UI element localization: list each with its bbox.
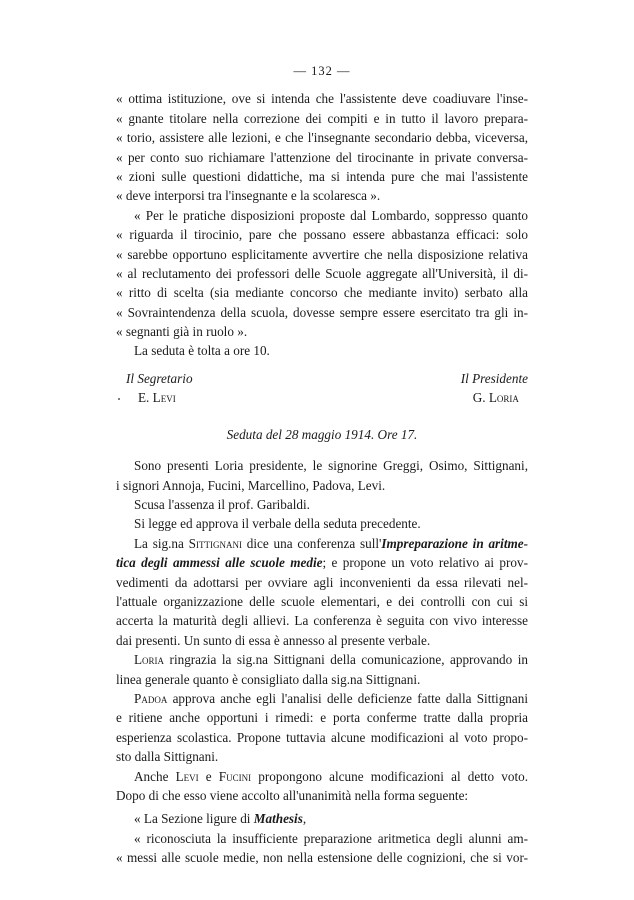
text-line: « ottima istituzione, ove si intenda che l'assistente deve coadiuvare l'inse- [116,91,528,107]
minutes-line: Si legge ed approva il verbale della seduta precedente. [134,516,421,532]
closing-line: La seduta è tolta a ore 10. [134,343,270,359]
speaker-name: Levi [175,768,199,784]
text-line: « zioni sulle questioni didattiche, ma si intenda pure che mai l'assistente [116,168,528,184]
text-line: « torio, assistere alle lezioni, e che l'insegnante secondario debba, viceversa, [116,130,528,146]
text-line: dai presenti. Un sunto di essa è annesso al presente verbale. [116,632,431,648]
text-run: , [302,811,307,827]
text-line [116,689,528,708]
text-run: ringrazia la sig.na Sittignani della comunicazione, approvando in [164,652,528,668]
quoted-paragraph-1 [116,89,528,205]
resolution-text [116,809,528,867]
secretary-name: E. Levi [138,389,176,405]
speaker-name: Sittignani [188,535,242,551]
text-run: approva anche egli l'analisi delle deficienze fatte dalla Sittignani [167,690,528,706]
text-line: « ritto di scelta (sia mediante concorso che mediante invito) serbato alla [116,285,528,301]
president-title: Il Presidente [460,370,528,386]
document-page [116,62,528,867]
quoted-paragraph-2 [116,206,528,342]
text-line: « per conto suo richiamare l'attenzione del tirocinante in private conversa- [116,149,528,165]
levi-fucini-paragraph [116,767,528,806]
text-line: « riconosciuta la insufficiente preparazione aritmetica degli alunni am- [134,830,528,846]
text-line [116,553,528,572]
text-run: ; e propone un voto relativo ai prov- [322,555,528,571]
secretary-signature [116,369,193,407]
text-line [116,809,528,828]
text-line: vedimenti da adottarsi per ovviare agli inconvenienti da essa rilevati nel- [116,574,528,590]
president-name: G. Loria [472,389,519,405]
text-line [116,534,528,553]
text-run: propongono alcune modificazioni al detto voto. [251,768,529,784]
society-name: Mathesis [253,811,303,827]
text-line: e ritiene anche opportuni i rimedi: e porta conferme tratte dalla propria [116,710,528,726]
text-line: « Sovraintendenza della scuola, dovesse sempre essere esercitato tra gli in- [116,304,528,320]
text-line: accerta la maturità degli allievi. La conferenza è seguita con vivo interesse [116,613,528,629]
speaker-name: Fucini [218,768,252,784]
loria-paragraph [116,650,528,689]
text-line: linea generale quanto è consigliato dalla sig.na Sittignani. [116,671,421,687]
text-line: « riguarda il tirocinio, pare che possano essere abbastanza efficaci: solo [116,227,528,243]
secretary-title: Il Segretario [126,370,193,386]
text-run: La sig.na [134,535,189,551]
text-line: sto dalla Sittignani. [116,749,219,765]
speaker-name: Loria [134,652,165,668]
text-line: « deve interporsi tra l'insegnante e la scolaresca ». [116,188,381,204]
page-number: — 132 — [293,64,351,78]
text-line: « gnante titolare nella correzione dei compiti e in tutto il lavoro prepara- [116,110,528,126]
text-line: Dopo di che esso viene accolto all'unanimità nella forma seguente: [116,787,469,803]
text-run: Anche [134,768,176,784]
speaker-name: Padoa [134,690,168,706]
signatures [116,369,528,407]
text-line: i signori Annoja, Fucini, Marcellino, Padova, Levi. [116,477,386,493]
president-signature [461,369,528,407]
text-line: l'attuale organizzazione delle scuole elementari, e dei controlli con cui si [116,594,528,610]
absence-line: Scusa l'assenza il prof. Garibaldi. [134,497,310,513]
sittignani-paragraph [116,534,528,650]
text-line: « sarebbe opportuno esplicitamente avvertire che nella disposizione relativa [116,246,528,262]
text-line [116,650,528,669]
text-line: « segnanti già in ruolo ». [116,324,248,340]
text-line: « al reclutamento dei professori delle Scuole aggregate all'Università, il di- [116,265,528,281]
sitting-heading: Seduta del 28 maggio 1914. Ore 17. [226,426,418,442]
text-run: « La Sezione ligure di [134,811,254,827]
text-line: esperienza scolastica. Propone tuttavia alcune modificazioni al voto propo- [116,729,528,745]
attendance-paragraph [116,456,528,495]
lecture-title: tica degli ammessi alle scuole medie [116,555,323,571]
lecture-title: Impreparazione in aritme- [381,535,529,551]
text-run: e [198,768,219,784]
padoa-paragraph [116,689,528,767]
text-run: dice una conferenza sull' [241,535,382,551]
text-line: Sono presenti Loria presidente, le signorine Greggi, Osimo, Sittignani, [134,458,528,474]
text-line: « Per le pratiche disposizioni proposte dal Lombardo, soppresso quanto [134,207,528,223]
text-line: « messi alle scuole medie, non nella estensione delle cognizioni, che si vor- [116,850,528,866]
text-line [116,767,528,786]
